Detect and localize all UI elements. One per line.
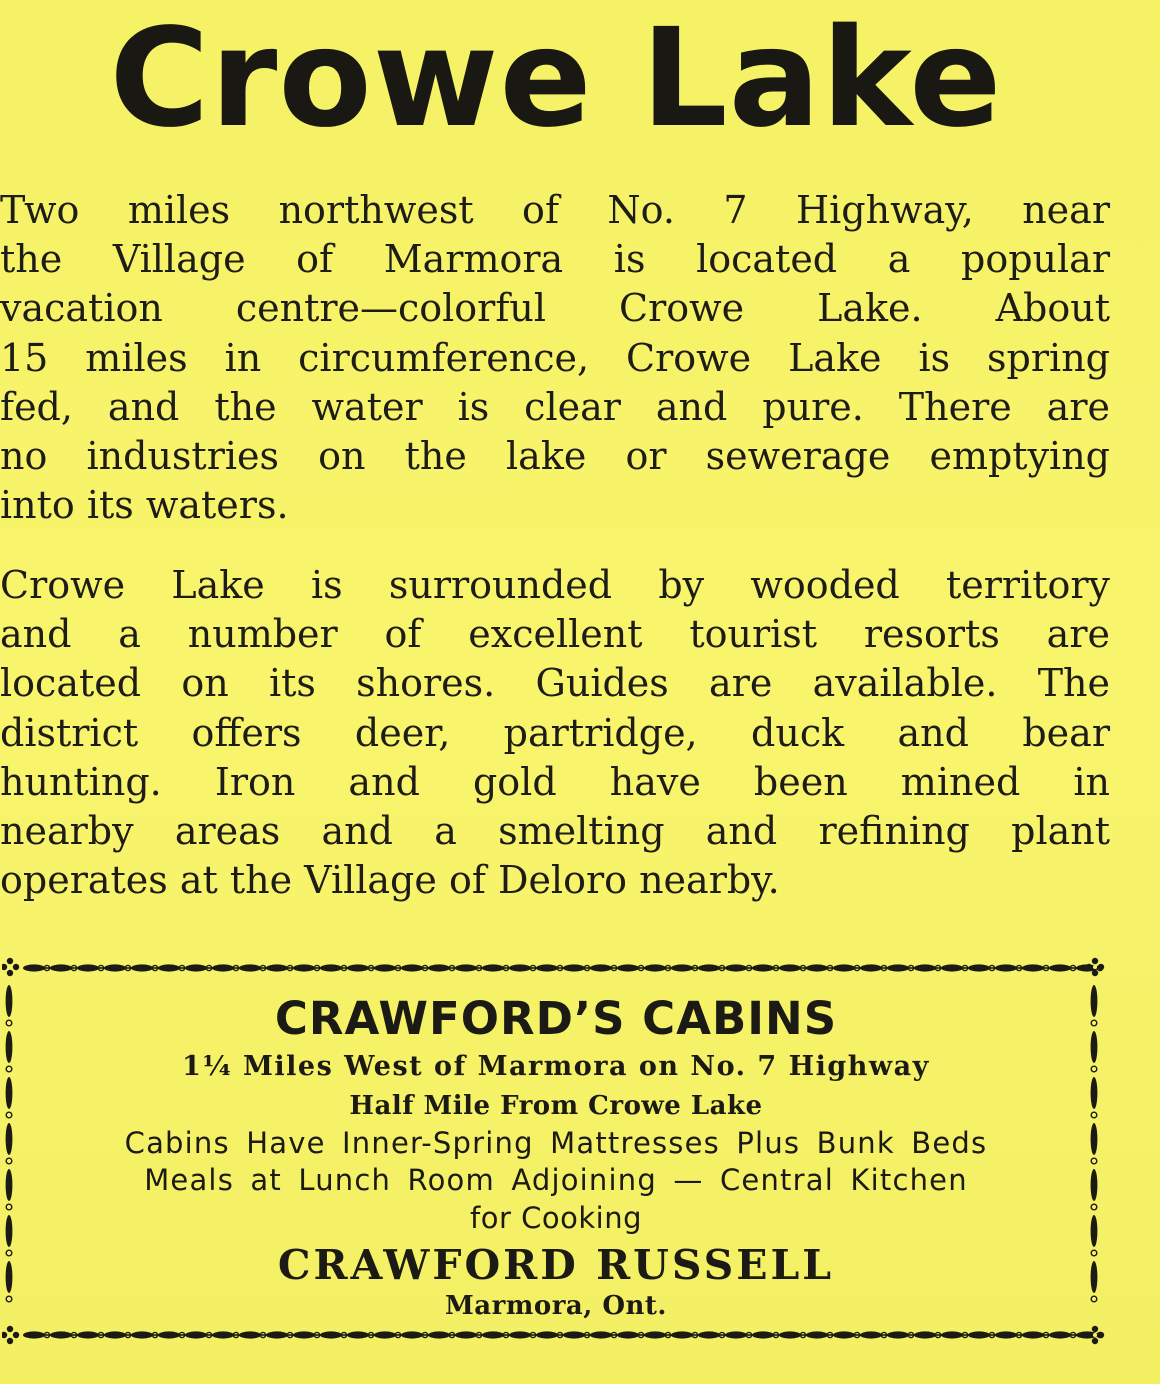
border-top [23,964,1103,971]
text-line: nearby areas and a smelting and refining plant [0,809,1110,854]
business-description-line: for Cooking [470,1201,642,1235]
text-line: district offers deer, partridge, duck and bear [0,710,1110,755]
advertisement-box [2,955,1110,1347]
text-line: the Village of Marmora is located a popular [0,237,1110,282]
paragraph-surroundings [0,561,1110,905]
text-line: operates at the Village of Deloro nearby. [0,858,780,903]
text-line: Crowe Lake is surrounded by wooded territory [0,563,1110,607]
text-line: and a number of excellent tourist resorts are [0,612,1110,657]
business-distance: Half Mile From Crowe Lake [349,1091,763,1121]
page-title: Crowe Lake [109,0,1003,158]
text-line: fed, and the water is clear and pure. There are [0,384,1110,429]
text-line: vacation centre—colorful Crowe Lake. About [0,286,1110,331]
business-name: CRAWFORD’S CABINS [274,992,838,1045]
text-line: Two miles northwest of No. 7 Highway, near [0,188,1110,232]
business-location: 1¼ Miles West of Marmora on No. 7 Highway [182,1051,930,1082]
text-line: located on its shores. Guides are available. The [0,661,1110,706]
business-description-line: Meals at Lunch Room Adjoining — Central Kitchen [144,1163,968,1197]
text-line: 15 miles in circumference, Crowe Lake is spring [0,335,1110,380]
border-bottom [23,1331,1103,1338]
paragraph-intro [0,186,1110,530]
text-line: into its waters. [0,483,289,528]
business-description-line: Cabins Have Inner-Spring Mattresses Plus Bunk Beds [124,1126,988,1160]
owner-town: Marmora, Ont. [445,1291,667,1321]
owner-name: CRAWFORD RUSSELL [277,1241,835,1289]
text-line: no industries on the lake or sewerage emptying [0,434,1110,479]
text-line: hunting. Iron and gold have been mined in [0,759,1110,804]
